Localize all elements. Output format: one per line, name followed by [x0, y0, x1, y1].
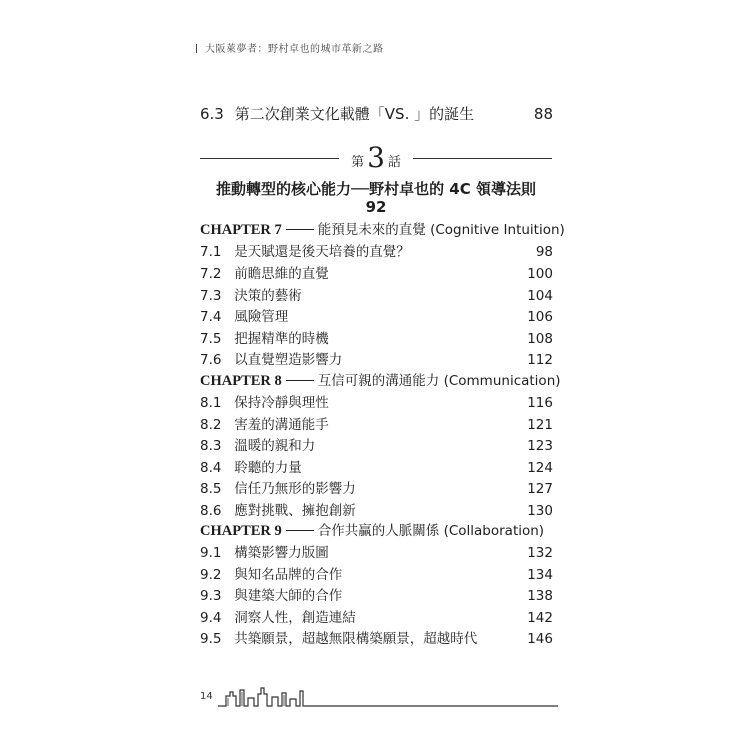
toc-entry-title: 共築願景，超越無限構築願景，超越時代 — [234, 631, 478, 647]
part-number: 3 — [367, 141, 385, 174]
toc-entry-page: 132 — [527, 545, 553, 561]
toc-entry-label — [200, 627, 477, 647]
toc-entry-title: 是天賦還是後天培養的直覺？ — [234, 244, 410, 260]
toc-entry-label — [200, 413, 329, 433]
toc-entry[interactable] — [200, 584, 553, 604]
toc-entry-number: 9.1 — [200, 545, 222, 561]
toc-entry-title: 洞察人性，創造連結 — [234, 610, 356, 626]
toc-entry-number: 7.3 — [200, 288, 222, 304]
chapter-label: CHAPTER 8 — [200, 373, 282, 389]
toc-entry-label — [200, 606, 356, 626]
chapter-9-heading[interactable] — [200, 519, 560, 540]
toc-entry[interactable] — [200, 606, 553, 626]
toc-entry-label — [200, 240, 410, 260]
toc-entry-label — [200, 305, 288, 325]
toc-entry-label — [200, 477, 356, 497]
toc-entry-number: 7.6 — [200, 352, 222, 368]
toc-entry[interactable] — [200, 305, 553, 325]
running-header — [196, 40, 384, 55]
toc-entry-number: 9.4 — [200, 610, 222, 626]
toc-entry-label — [200, 541, 329, 561]
toc-entry[interactable] — [200, 284, 553, 304]
toc-entry-page: 130 — [527, 503, 553, 519]
toc-entry-number: 8.6 — [200, 503, 222, 519]
toc-entry-label — [200, 584, 342, 604]
toc-entry-title: 應對挑戰、擁抱創新 — [234, 503, 356, 519]
toc-entry-title: 溫暖的親和力 — [234, 438, 316, 454]
toc-entry-title: 保持冷靜與理性 — [234, 395, 329, 411]
toc-entry-title: 與建築大師的合作 — [234, 588, 343, 604]
toc-entry-title: 以直覺塑造影響力 — [234, 352, 343, 368]
toc-entry-label — [200, 456, 302, 476]
toc-entry-page: 108 — [527, 331, 553, 347]
toc-entry-page: 123 — [527, 438, 553, 454]
toc-entry-number: 6.3 — [200, 105, 224, 123]
chapter-title: 互信可親的溝通能力 (Communication) — [317, 373, 561, 389]
toc-entry-label — [200, 563, 342, 583]
toc-entry[interactable] — [200, 327, 553, 347]
toc-entry[interactable] — [200, 477, 553, 497]
toc-entry[interactable] — [200, 240, 553, 260]
part-divider — [200, 141, 552, 174]
toc-entry-title: 第二次創業文化載體「VS. 」的誕生 — [234, 105, 475, 123]
part-heading — [339, 141, 413, 174]
toc-entry-title: 信任乃無形的影響力 — [234, 481, 356, 497]
toc-entry-page: 142 — [527, 610, 553, 626]
page-number: 14 — [200, 691, 213, 702]
divider-line-right — [413, 158, 552, 159]
toc-entry-title: 把握精準的時機 — [234, 331, 329, 347]
toc-entry[interactable] — [200, 563, 553, 583]
toc-entry-number: 8.4 — [200, 460, 222, 476]
part-page: 92 — [365, 198, 387, 216]
toc-entry-page: 98 — [535, 244, 553, 260]
toc-entry-page: 104 — [527, 288, 553, 304]
toc-entry[interactable] — [200, 456, 553, 476]
toc-entry[interactable] — [200, 499, 553, 519]
toc-entry-label — [200, 348, 342, 368]
toc-entry-page: 146 — [527, 631, 553, 647]
toc-entry-number: 8.1 — [200, 395, 222, 411]
toc-entry-number: 9.5 — [200, 631, 222, 647]
toc-entry-label — [200, 103, 474, 124]
toc-entry-label — [200, 391, 329, 411]
toc-entry-number: 7.1 — [200, 244, 222, 260]
chapter-label: CHAPTER 9 — [200, 523, 282, 539]
toc-entry-title: 前瞻思維的直覺 — [234, 266, 329, 282]
chapter-dash — [286, 380, 314, 381]
toc-entry-title: 聆聽的力量 — [234, 460, 302, 476]
toc-entry-label — [200, 327, 329, 347]
header-bar — [196, 44, 197, 53]
chapter-title: 能預見未來的直覺 (Cognitive Intuition) — [317, 222, 565, 238]
toc-entry[interactable] — [200, 541, 553, 561]
toc-entry-title: 決策的藝術 — [234, 288, 302, 304]
part-title[interactable]: 推動轉型的核心能力──野村卓也的 4C 領導法則 — [216, 180, 536, 198]
toc-entry-title: 與知名品牌的合作 — [234, 567, 343, 583]
toc-entry-page: 127 — [527, 481, 553, 497]
part-suffix: 話 — [387, 155, 401, 170]
toc-entry-6-3[interactable] — [200, 103, 553, 124]
toc-entry-page: 116 — [527, 395, 553, 411]
toc-entry-page: 124 — [527, 460, 553, 476]
toc-entry-number: 9.3 — [200, 588, 222, 604]
chapter-label: CHAPTER 7 — [200, 222, 282, 238]
toc-entry-number: 8.2 — [200, 417, 222, 433]
toc-entry-label — [200, 284, 302, 304]
toc-entry-page: 100 — [527, 266, 553, 282]
toc-entry-number: 7.4 — [200, 309, 222, 325]
toc-entry-number: 7.5 — [200, 331, 222, 347]
toc-entry-title: 害羞的溝通能手 — [234, 417, 329, 433]
toc-entry-page: 112 — [527, 352, 553, 368]
toc-entry-number: 8.5 — [200, 481, 222, 497]
chapter-dash — [286, 530, 314, 531]
toc-entry[interactable] — [200, 434, 553, 454]
chapter-title: 合作共贏的人脈關係 (Collaboration) — [317, 523, 545, 539]
toc-entry-label — [200, 499, 356, 519]
toc-entry-label — [200, 262, 329, 282]
toc-entry-label — [200, 434, 315, 454]
toc-entry-page: 121 — [527, 417, 553, 433]
toc-entry-title: 風險管理 — [234, 309, 289, 325]
toc-entry-number: 9.2 — [200, 567, 222, 583]
toc-entry[interactable] — [200, 391, 553, 411]
toc-entry-page: 134 — [527, 567, 553, 583]
toc-entry[interactable] — [200, 348, 553, 368]
chapter-8-heading[interactable] — [200, 369, 560, 390]
toc-entry[interactable] — [200, 413, 553, 433]
running-title: 大阪萊夢者：野村卓也的城市革新之路 — [205, 44, 384, 55]
toc-entry[interactable] — [200, 262, 553, 282]
chapter-dash — [286, 229, 314, 230]
toc-entry[interactable] — [200, 627, 553, 647]
toc-entry-page: 138 — [527, 588, 553, 604]
toc-entry-page: 88 — [533, 105, 553, 123]
city-skyline-icon — [218, 684, 558, 708]
part-prefix: 第 — [351, 155, 365, 170]
toc-entry-number: 7.2 — [200, 266, 222, 282]
divider-line-left — [200, 158, 339, 159]
toc-entry-number: 8.3 — [200, 438, 222, 454]
toc-entry-page: 106 — [527, 309, 553, 325]
toc-entry-title: 構築影響力版圖 — [234, 545, 329, 561]
chapter-7-heading[interactable] — [200, 218, 565, 239]
